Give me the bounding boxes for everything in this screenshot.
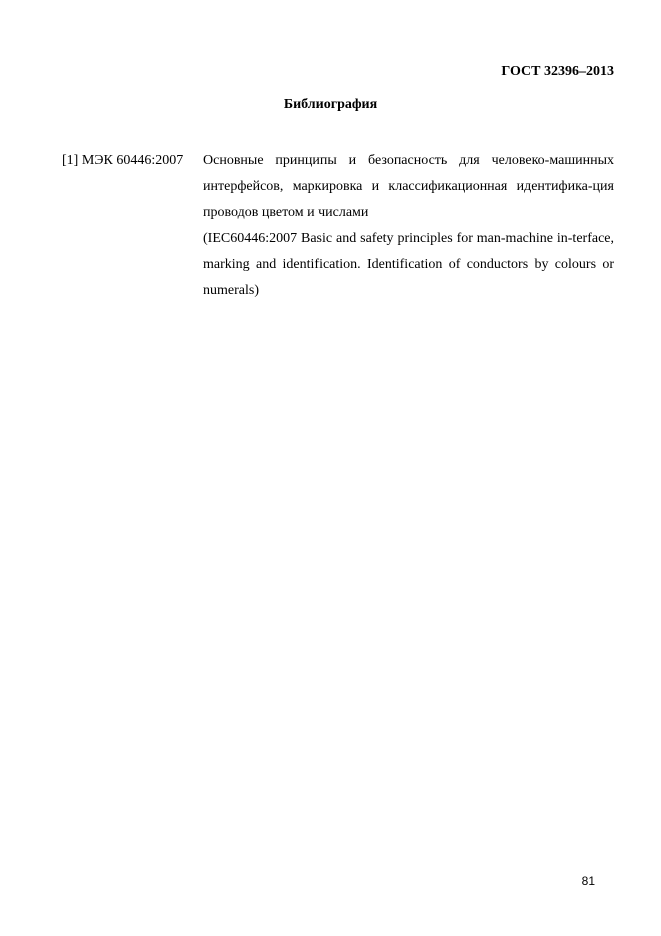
reference-description	[203, 148, 614, 304]
reference-title-russian: Основные принципы и безопасность для человеко-машинных интерфейсов, маркировка и классификационная идентифика-ция проводов цветом и числами	[203, 153, 614, 220]
reference-title-english: (IEC60446:2007 Basic and safety principles for man-machine in-terface, marking and identification. Identification of conductors by colours or numerals)	[203, 231, 614, 298]
reference-number: [1]	[62, 153, 79, 168]
reference-entry	[62, 148, 614, 304]
section-title: Библиография	[283, 97, 378, 112]
reference-designation: МЭК 60446:2007	[81, 153, 184, 168]
reference-identifier	[62, 148, 183, 174]
document-code: ГОСТ 32396–2013	[501, 64, 614, 79]
page-number: 81	[581, 874, 595, 888]
